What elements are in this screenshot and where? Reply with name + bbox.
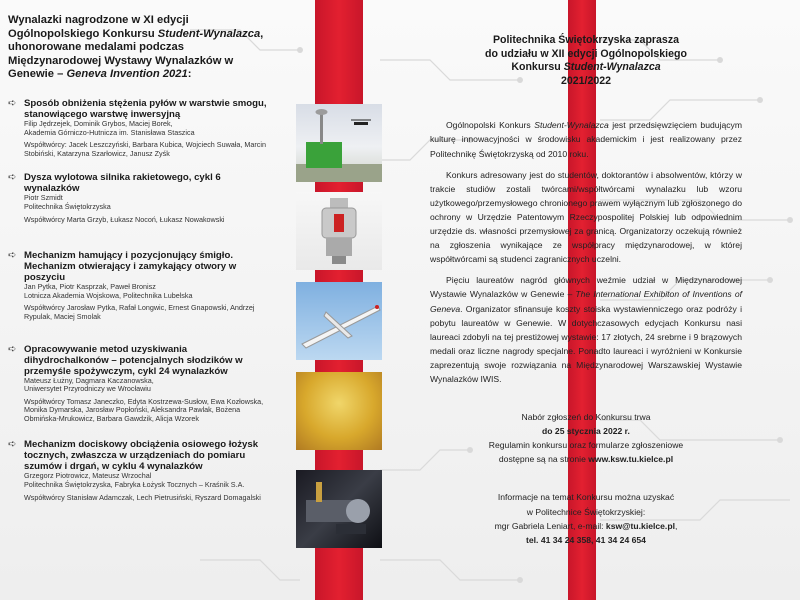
item-authors: Piotr Szmidt — [24, 193, 63, 203]
award-item-5 — [8, 439, 270, 502]
item-title: Opracowywanie metod uzyskiwania dihydrochalkonów – potencjalnych słodzików w przemyśle spożywczym, cykl 24 wynalazków — [24, 343, 243, 377]
contact-comma: , — [674, 520, 678, 531]
item-institution: Lotnicza Akademia Wojskowa, Politechnika Lubelska — [24, 290, 193, 300]
heading-italic-contest: Student-Wynalazca — [157, 27, 261, 40]
heading-italic-contest: Student-Wynalazca — [563, 61, 661, 74]
arrow-right-icon: ➪ — [8, 343, 17, 355]
heading-line: do udziału w XII edycji Ogólnopolskiego — [485, 47, 687, 60]
item-title: Sposób obniżenia stężenia pyłów w warstwie smogu, stanowiącego warstwę inwersyjną — [24, 97, 267, 120]
item-coauthors: Współtwórcy Stanisław Adamczak, Lech Pietrusiński, Ryszard Domagalski — [24, 492, 261, 502]
heading-text: Wynalazki nagrodzone w XI edycji Ogólnopolskiego Konkursu — [8, 14, 189, 40]
para-italic: The International Exhibiton of Inventions of Geneva — [430, 289, 742, 314]
contact-email-line — [430, 519, 742, 533]
para-text: Ogólnopolski Konkurs — [446, 120, 535, 131]
photo-uav-aircraft — [296, 282, 382, 360]
deadline-line: Regulamin konkursu oraz formularze zgłoszeniowe — [488, 440, 684, 451]
para-text: jest przedsięwzięciem budującym kulturę innowacyjności w środowisku akademickim i jest realizowany przez Politechnikę Świętokrzyską od 2010 roku. — [430, 120, 742, 159]
deadline-date — [430, 424, 742, 438]
award-item-2 — [8, 172, 270, 224]
arrow-right-icon: ➪ — [8, 97, 17, 109]
deadline-line: Nabór zgłoszeń do Konkursu trwa — [521, 412, 651, 423]
phone-numbers: tel. 41 34 24 358, 41 34 24 654 — [526, 534, 646, 545]
arrow-right-icon: ➪ — [8, 250, 17, 262]
deadline-website-line — [430, 452, 742, 466]
award-item-4 — [8, 344, 270, 424]
heading-text-2: , uhonorowane medalami podczas Międzynarodowej Wystawy Wynalazków w Genewie – — [8, 27, 264, 81]
item-title: Mechanizm hamujący i pozycjonujący śmigło. Mechanizm otwierający i zamykający otwory w poszyciu — [24, 250, 237, 284]
awards-heading — [8, 14, 270, 82]
photo-bearing-test-rig — [296, 470, 382, 548]
invitation-heading — [430, 34, 742, 88]
heading-italic-geneva: Geneva Invention 2021 — [66, 68, 188, 81]
item-authors: Filip Jędrzejek, Dominik Grybos, Maciej Borek, — [24, 118, 173, 128]
item-institution: Politechnika Świętokrzyska, Fabryka Łożysk Tocznych – Kraśnik S.A. — [24, 480, 245, 490]
eligibility-paragraph: Konkurs adresowany jest do studentów, doktorantów i absolwentów, którzy w trakcie studiów zostali twórcami/współtwórcami wynalazku lub wzoru użytkowego/przemysłowego chronionego prawem wyłącznym lub zgłoszonego do ochrony w Urzędzie Patentowym Rzeczypospolitej Polskiej lub odpowiednim urzędzie ds. własności przemysłowej za granicą. Organizatorzy oczekują również na zgłoszenia wynikające ze współpracy międzynarodowej, w której współtwórcami są studenci zagranicznych uczelni. — [430, 169, 742, 265]
left-column — [8, 14, 270, 512]
heading-line: Politechnika Świętokrzyska zaprasza — [492, 34, 680, 46]
item-institution: Uniwersytet Przyrodniczy we Wrocławiu — [24, 384, 151, 394]
para-text: . Organizator sfinansuje koszty stoiska wystawienniczego oraz podróży i pobytu laureatów w Genewie. W dotychczasowych edycjach Konkursu nasi laureaci zdobyli na tej prestiżowej wystawie: 17 złotych, 24 srebrne i 9 brązowych medali oraz liczne nagrody specjalne. Ponadto laureaci i wyróżnieni w Konkursie zaprezentują swoje rozwiązania na Międzynarodowej Warszawskiej Wystawie Wynalazków IWIS. — [430, 303, 742, 384]
heading-edition-years: 2021/2022 — [560, 74, 612, 87]
photo-dihydrochalcone-crystals — [296, 372, 382, 450]
item-coauthors: Współtwórcy Tomasz Janeczko, Edyta Kostrzewa-Susłow, Ewa Kozłowska, Monika Dymarska, Jarosław Popłoński, Aleksandra Pawlak, Bożena Obmińska-Mrukowicz, Barbara Gawdzik, Alicja Wzorek — [24, 396, 264, 423]
intro-paragraph — [430, 118, 742, 160]
deadline-date-text: do 25 stycznia 2022 r. — [542, 426, 630, 437]
para-text: Pięciu laureatów nagród głównych weźmie udział w Międzynarodowej Wystawie Wynalazków w Genewie – — [430, 275, 742, 300]
contact-line: Informacje na temat Konkursu można uzyskać — [497, 492, 675, 503]
heading-text-3: : — [187, 68, 192, 81]
item-authors: Jan Pytka, Piotr Kasprzak, Paweł Bronisz — [24, 282, 156, 292]
email-link[interactable]: ksw@tu.kielce.pl — [605, 520, 675, 531]
deadline-website-pre: dostępne są na stronie — [498, 454, 589, 465]
award-item-3 — [8, 250, 270, 321]
item-coauthors: Współtwórcy Marta Grzyb, Łukasz Nocoń, Łukasz Nowakowski — [24, 214, 225, 224]
geneva-paragraph — [430, 273, 742, 386]
contact-block — [430, 490, 742, 546]
para-italic: Student-Wynalazca — [534, 120, 609, 131]
item-institution: Politechnika Świętokrzyska — [24, 201, 111, 211]
item-authors: Mateusz Łużny, Dagmara Kaczanowska, — [24, 375, 154, 385]
arrow-right-icon: ➪ — [8, 172, 17, 184]
website-link[interactable]: www.ksw.tu.kielce.pl — [588, 454, 674, 465]
item-coauthors: Współtwórcy: Jacek Leszczyński, Barbara Kubica, Wojciech Suwała, Marcin Stobiński, Katarzyna Szarłowicz, Janusz Zyśk — [24, 140, 266, 158]
contact-person: mgr Gabriela Leniart, e-mail: — [494, 520, 606, 531]
deadline-block — [430, 410, 742, 466]
arrow-right-icon: ➪ — [8, 439, 17, 451]
item-title: Mechanizm dociskowy obciążenia osiowego łożysk tocznych, zwłaszcza w urządzeniach do pomiaru szumów i drgań, w cyklu 4 wynalazków — [24, 439, 259, 473]
photo-smog-tower-drone — [296, 104, 382, 182]
contact-phone-line — [430, 533, 742, 547]
photo-rocket-nozzle — [296, 192, 382, 270]
contact-line: w Politechnice Świętokrzyskiej: — [526, 506, 646, 517]
award-item-1 — [8, 98, 270, 158]
right-column — [430, 34, 742, 547]
heading-line: Konkursu — [511, 61, 564, 74]
item-authors: Grzegorz Piotrowicz, Mateusz Wrzochal — [24, 471, 152, 481]
item-coauthors: Współtwórcy Jarosław Pytka, Rafał Longwic, Ernest Gnapowski, Andrzej Rypulak, Maciej Smolak — [24, 303, 255, 321]
item-title: Dysza wylotowa silnika rakietowego, cykl 6 wynalazków — [24, 172, 221, 195]
item-institution: Akademia Górniczo-Hutnicza im. Stanisława Staszica — [24, 127, 195, 137]
